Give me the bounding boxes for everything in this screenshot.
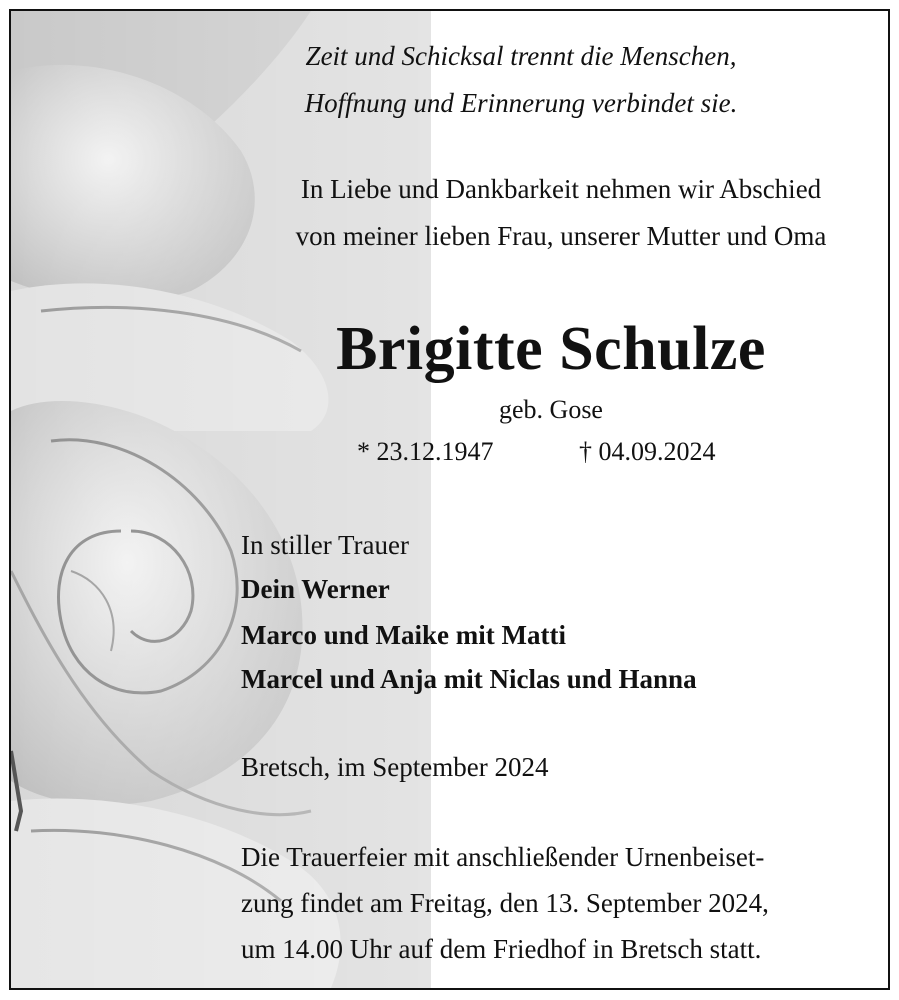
- mourner-name: Marcel und Anja mit Niclas und Hanna: [241, 664, 697, 694]
- birth-date: * 23.12.1947: [357, 437, 494, 466]
- place-and-date: Bretsch, im September 2024: [241, 752, 549, 782]
- intro-line-2: von meiner lieben Frau, unserer Mutter und Oma: [295, 221, 827, 251]
- intro-text: [241, 166, 881, 260]
- deceased-name: Brigitte Schulze: [336, 315, 766, 383]
- funeral-notice: [241, 834, 871, 972]
- motto-line-1: Zeit und Schicksal trennt die Menschen,: [305, 41, 737, 71]
- funeral-line-2: zung findet am Freitag, den 13. September 2024,: [241, 888, 769, 918]
- funeral-line-3: um 14.00 Uhr auf dem Friedhof in Bretsch statt.: [241, 934, 762, 964]
- motto-quote: [171, 33, 871, 127]
- motto-line-2: Hoffnung und Erinnerung verbindet sie.: [304, 88, 738, 118]
- funeral-line-1: Die Trauerfeier mit anschließender Urnenbeiset-: [241, 842, 765, 872]
- mourner-name: Dein Werner: [241, 574, 390, 604]
- mourners-label: In stiller Trauer: [241, 530, 409, 560]
- obituary-content: [11, 11, 888, 988]
- intro-line-1: In Liebe und Dankbarkeit nehmen wir Abschied: [300, 174, 822, 204]
- obituary-frame: [9, 9, 890, 990]
- mourner-name: Marco und Maike mit Matti: [241, 620, 566, 650]
- death-date: † 04.09.2024: [579, 437, 716, 466]
- maiden-name: geb. Gose: [499, 395, 603, 424]
